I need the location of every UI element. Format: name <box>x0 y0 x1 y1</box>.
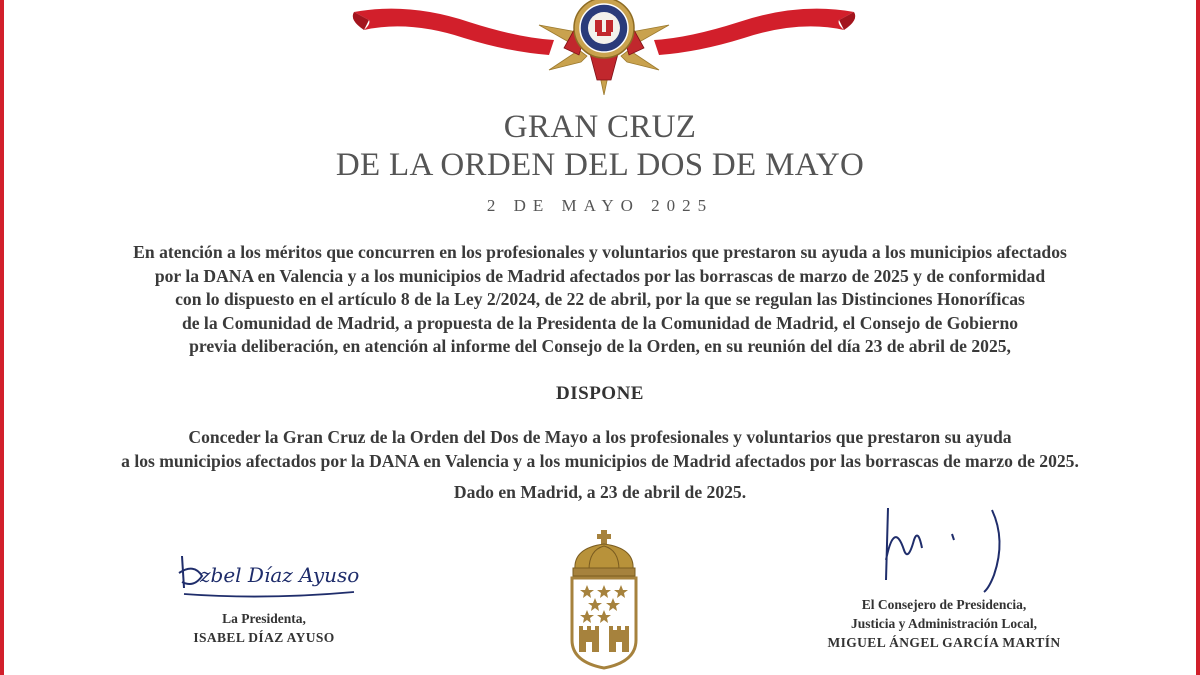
preamble-line: de la Comunidad de Madrid, a propuesta de la Presidenta de la Comunidad de Madrid, el Consejo de Gobierno <box>181 312 1019 333</box>
signer-role-line-2: Justicia y Administración Local, <box>850 616 1037 631</box>
signature-miguel-angel-garcia-martin <box>874 500 1014 595</box>
given-line: Dado en Madrid, a 23 de abril de 2025. <box>453 482 747 502</box>
signer-name: MIGUEL ÁNGEL GARCÍA MARTÍN <box>827 635 1061 650</box>
title-line-1: GRAN CRUZ <box>503 109 697 145</box>
preamble-line: En atención a los méritos que concurren en los profesionales y voluntarios que prestaron su ayuda a los municipios afectados <box>133 242 1067 262</box>
concession-line: a los municipios afectados por la DANA en Valencia y a los municipios de Madrid afectados por las borrascas de marzo de 2025. <box>121 450 1079 471</box>
signer-role-line-1: El Consejero de Presidencia, <box>861 597 1027 612</box>
preamble-paragraph <box>34 241 1166 359</box>
signer-name: ISABEL DÍAZ AYUSO <box>193 630 335 645</box>
signer-councillor <box>804 595 1084 652</box>
preamble-line: previa deliberación, en atención al informe del Consejo de la Orden, en su reunión del día 23 de abril de 2025, <box>189 336 1011 356</box>
dispone-heading: DISPONE <box>556 383 644 404</box>
preamble-line: por la DANA en Valencia y a los municipios de Madrid afectados por las borrascas de marzo de 2025 y de conformidad <box>154 265 1046 286</box>
title-line-2: DE LA ORDEN DEL DOS DE MAYO <box>335 147 865 183</box>
signature-isabel-diaz-ayuso <box>174 548 364 604</box>
madrid-coat-of-arms-icon <box>567 530 641 670</box>
signer-role: La Presidenta, <box>222 611 306 626</box>
signer-president <box>154 609 374 647</box>
concession-line: Conceder la Gran Cruz de la Orden del Dos de Mayo a los profesionales y voluntarios que prestaron su ayuda <box>188 427 1012 447</box>
svg-text:zbel Díaz Ayuso: zbel Díaz Ayuso <box>200 563 360 587</box>
preamble-line: con lo dispuesto en el artículo 8 de la Ley 2/2024, de 22 de abril, por la que se regulan las Distinciones Honoríficas <box>175 289 1025 309</box>
document-title <box>4 108 1196 184</box>
medal-with-ribbon-icon <box>349 0 859 95</box>
document-date: 2 DE MAYO 2025 <box>486 196 714 215</box>
concession-paragraph <box>34 426 1166 473</box>
